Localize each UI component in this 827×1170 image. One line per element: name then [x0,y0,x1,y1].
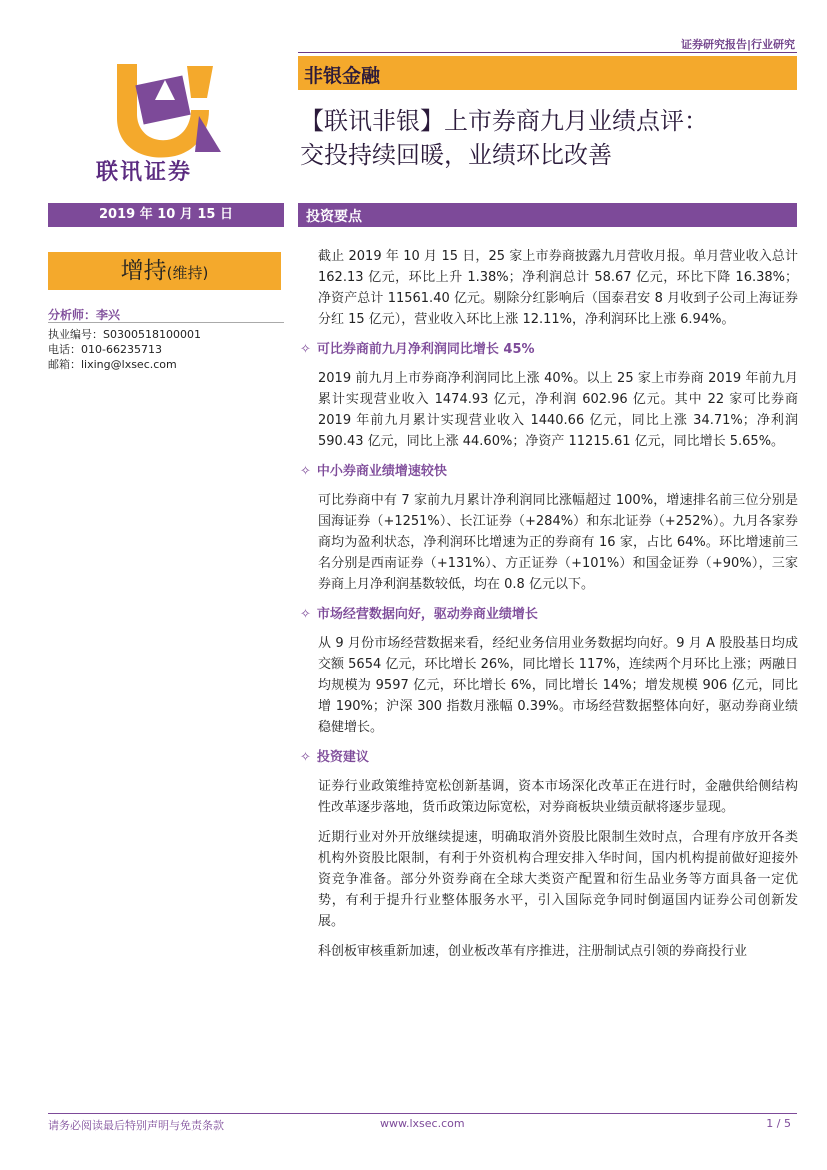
footer-page-number: 1 / 5 [766,1117,791,1130]
diamond-bullet-icon: ✧ [300,464,311,479]
rating-note: (维持) [166,264,209,282]
rating-badge [48,252,281,290]
analyst-license: 执业编号：S0300518100001 [48,328,201,341]
sector-label: 非银金融 [304,65,381,87]
bullet-4-paragraph-3: 科创板审核重新加速，创业板改革有序推进，注册制试点引领的券商投行业 [318,944,748,959]
title-line-1: 【联讯非银】上市券商九月业绩点评： [300,107,708,135]
footer-disclaimer: 请务必阅读最后特别声明与免责条款 [48,1119,224,1132]
diamond-bullet-icon: ✧ [300,750,311,765]
analyst-email: 邮箱：lixing@lxsec.com [48,358,177,371]
analyst-name: 分析师：李兴 [48,308,121,322]
bullet-2-paragraph: 可比券商中有 7 家前九月累计净利润同比涨幅超过 100%，增速排名前三位分别是国海证券（+1251%）、长江证券（+284%）和东北证券（+252%）。九月各家券商均为盈利状态，净利润环比增速为正的券商有 16 家，占比 64%。环比增速前三名分别是西南证券（+131%）、方正证券（+101%）和国金证券（+90%），三家券商上月净利润基数较低，均在 0.8 亿元以下。 [318,493,798,592]
bullet-heading [300,747,798,768]
diamond-bullet-icon: ✧ [300,342,311,357]
section-header [298,203,797,227]
bullet-4-paragraph-2: 近期行业对外开放继续提速，明确取消外资股比限制生效时点，合理有序放开各类机构外资股比限制，有利于外资机构合理安排入华时间，国内机构提前做好迎接外资竞争准备。部分外资券商在全球大类资产配置和衍生品业务等方面具备一定优势，有利于提升行业整体服务水平，引入国际竞争同时倒逼国内证券公司创新发展。 [318,830,798,929]
report-title [300,104,800,172]
report-date: 2019 年 10 月 15 日 [48,203,284,227]
bullet-heading [300,339,798,360]
section-title: 投资要点 [306,209,362,225]
main-content [300,246,798,971]
bullet-4-paragraph-1: 证券行业政策维持宽松创新基调，资本市场深化改革正在进行时，金融供给侧结构性改革逐步落地，货币政策边际宽松，对券商板块业绩贡献将逐步显现。 [318,779,798,815]
footer-website: www.lxsec.com [380,1117,465,1130]
analyst-phone: 电话：010-66235713 [48,343,162,356]
bullet-4-title: 投资建议 [316,750,369,765]
bullet-heading [300,461,798,482]
bullet-1-title: 可比券商前九月净利润同比增长 45% [316,342,535,357]
report-type-tag: 证券研究报告|行业研究 [680,38,795,51]
company-logo-text: 联讯证券 [96,159,193,185]
bullet-3-paragraph: 从 9 月份市场经营数据来看，经纪业务信用业务数据均向好。9 月 A 股股基日均成交额 5654 亿元，环比增长 26%，同比增长 117%，连续两个月环比上涨；两融日均规模为 9597 亿元，环比增长 6%，同比增长 14%；增发规模 906 亿元，同比增 190%；沪深 300 指数月涨幅 0.39%。市场经营数据整体向好，驱动券商业绩稳健增长。 [318,636,798,735]
footer-divider [48,1113,797,1114]
analyst-divider [48,322,284,323]
bullet-1-paragraph: 2019 前九月上市券商净利润同比上涨 40%。以上 25 家上市券商 2019 年前九月累计实现营业收入 1474.93 亿元，净利润 602.96 亿元。其中 22 家可比券商 2019 年前九月累计实现营业收入 1440.66 亿元，同比上涨 34.71%；净利润 590.43 亿元，同比上涨 44.60%；净资产 11215.61 亿元，同比增长 5.65%。 [318,371,798,449]
bullet-2-title: 中小券商业绩增速较快 [316,464,447,479]
bullet-heading [300,604,798,625]
top-divider [298,52,797,53]
title-line-2: 交投持续回暖，业绩环比改善 [300,141,612,169]
rating-main: 增持 [120,258,167,284]
bullet-3-title: 市场经营数据向好，驱动券商业绩增长 [316,607,538,622]
sector-bar [298,56,797,90]
intro-paragraph: 截止 2019 年 10 月 15 日，25 家上市券商披露九月营收月报。单月营业收入总计 162.13 亿元，环比上升 1.38%；净利润总计 58.67 亿元，环比下降 16.38%；净资产总计 11561.40 亿元。剔除分红影响后（国泰君安 8 月收到子公司上海证券分红 15 亿元），营业收入环比上涨 12.11%，净利润环比上涨 6.94%。 [318,249,798,327]
diamond-bullet-icon: ✧ [300,607,311,622]
